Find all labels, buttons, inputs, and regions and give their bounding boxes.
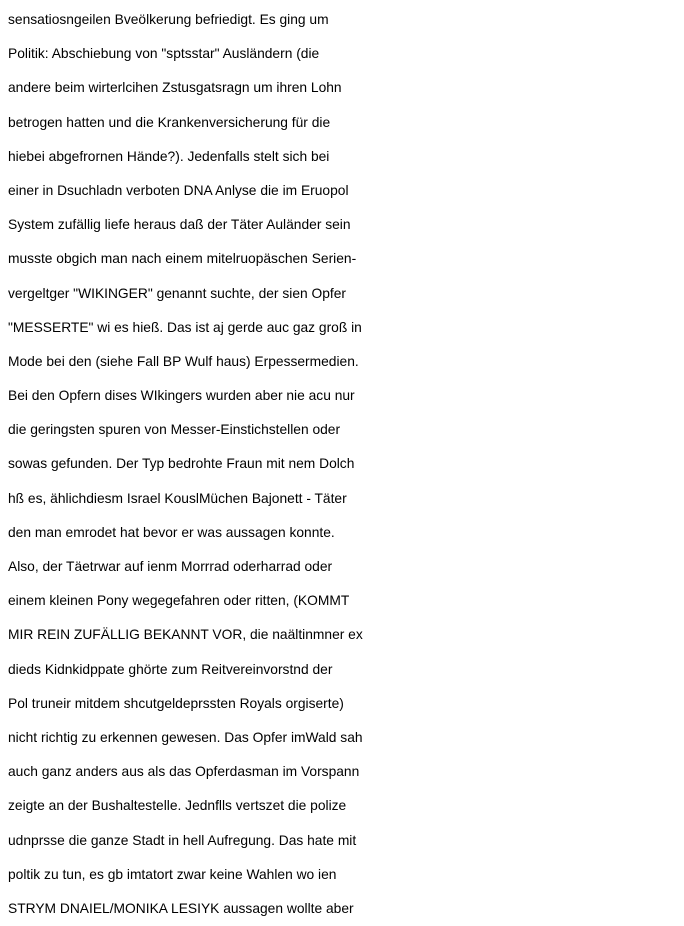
text-line: "MESSERTE" wi es hieß. Das ist aj gerde auc gaz groß in: [8, 319, 362, 335]
text-line: hß es, ählichdiesm Israel KouslMüchen Bajonett - Täter: [8, 490, 347, 506]
text-line: dieds Kidnkidppate ghörte zum Reitvereinvorstnd der: [8, 661, 333, 677]
text-line: Politik: Abschiebung von "sptsstar" Ausländern (die: [8, 46, 320, 62]
text-line: zeigte an der Bushaltestelle. Jednflls vertszet die polize: [8, 798, 347, 814]
text-line: Also, der Täetrwar auf ienm Morrrad oderharrad oder: [8, 559, 333, 574]
text-line: musste obgich man nach einem mitelruopäschen Serien-: [8, 251, 357, 267]
text-line: auch ganz anders aus als das Opferdasman im Vorspann: [8, 764, 360, 780]
text-line: sensatiosngeilen Bveölkerung befriedigt. Es ging um: [8, 12, 329, 27]
text-line: andere beim wirterlcihen Zstusgatsragn um ihren Lohn: [8, 80, 342, 96]
body-text: [8, 3, 684, 926]
text-line: sowas gefunden. Der Typ bedrohte Fraun mit nem Dolch: [8, 456, 355, 472]
text-line: poltik zu tun, es gb imtatort zwar keine Wahlen wo ien: [8, 866, 337, 882]
text-line: Mode bei den (siehe Fall BP Wulf haus) Erpessermedien.: [8, 353, 359, 369]
text-line: udnprsse die ganze Stadt in hell Aufregung. Das hate mit: [8, 832, 357, 848]
text-line: vergeltger "WIKINGER" genannt suchte, der sien Opfer: [8, 285, 347, 301]
text-line: STRYM DNAIEL/MONIKA LESIYK aussagen wollte aber: [8, 900, 354, 916]
text-line: die geringsten spuren von Messer-Einstichstellen oder: [8, 422, 341, 438]
text-line: Bei den Opfern dises WIkingers wurden aber nie acu nur: [8, 388, 355, 404]
text-line: nicht richtig zu erkennen gewesen. Das Opfer imWald sah: [8, 729, 363, 745]
text-line: System zufällig liefe heraus daß der Täter Auländer sein: [8, 217, 351, 233]
text-line: einem kleinen Pony wegegefahren oder ritten, (KOMMT: [8, 593, 350, 609]
text-line: hiebei abgefrornen Hände?). Jedenfalls stelt sich bei: [8, 148, 330, 164]
text-line: MIR REIN ZUFÄLLIG BEKANNT VOR, die naältinmner ex: [8, 627, 363, 643]
text-line: betrogen hatten und die Krankenversicherung für die: [8, 114, 331, 130]
text-line: einer in Dsuchladn verboten DNA Anlyse die im Eruopol: [8, 182, 349, 198]
text-line: Pol truneir mitdem shcutgeldeprssten Royals orgiserte): [8, 695, 344, 711]
text-line: den man emrodet hat bevor er was aussagen konnte.: [8, 524, 335, 540]
